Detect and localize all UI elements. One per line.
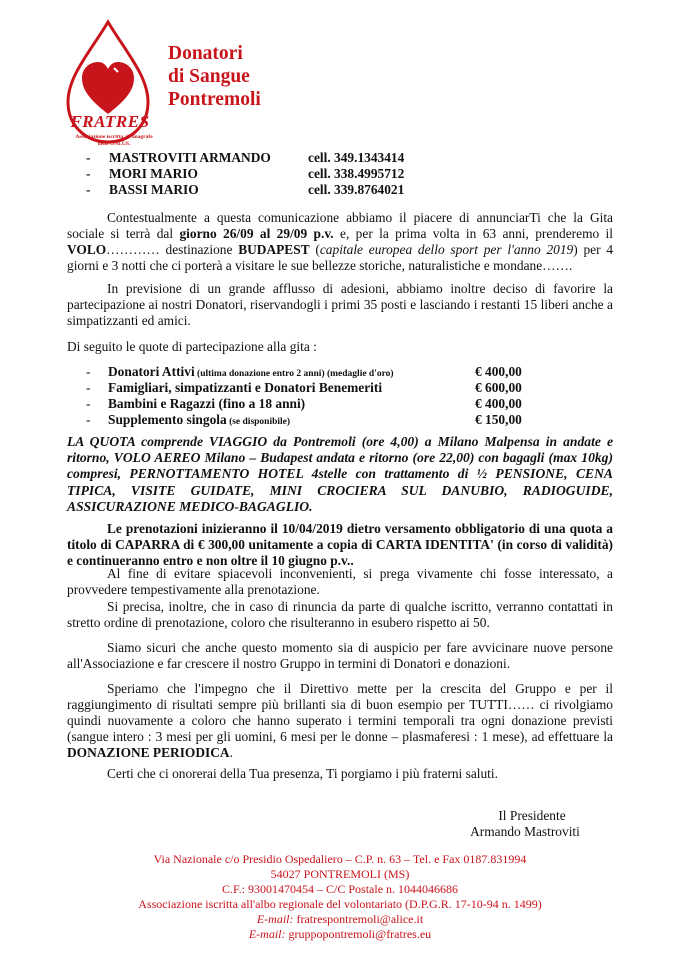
periodic-donation-paragraph bbox=[67, 681, 613, 761]
contact-phone: cell. 349.1343414 bbox=[308, 150, 405, 165]
destination-note: capitale europea dello sport per l'anno 2019 bbox=[319, 242, 574, 257]
quotes-intro: Di seguito le quote di partecipazione alla gita : bbox=[67, 339, 317, 354]
reservation-policy-paragraph: In previsione di un grande afflusso di adesioni, abbiamo inoltre deciso di favorire la partecipazione ai nostri Donatori, riservandogli i primi 35 posti e lasciando i restanti 15 liberi anche a simpatizzanti ed amici. bbox=[67, 281, 613, 328]
association-growth-paragraph: Siamo sicuri che anche questo momento sia di auspicio per fare avvicinare nuove persone all'Associazione e far crescere il nostro Gruppo in termini di Donatori e donazioni. bbox=[67, 640, 613, 671]
price-note: (se disponibile) bbox=[226, 417, 291, 427]
price-value: € 400,00 bbox=[475, 364, 522, 379]
quota-includes-paragraph: LA QUOTA comprende VIAGGIO da Pontremoli (ore 4,00) a Milano Malpensa in andate e ritorno, VOLO AEREO Milano – Budapest andata e ritorno (ore 22,00) con bagagli (max 10kg) compresi, PERNOTTAMENTO HOTEL 4stelle con trattamento di ½ PENSIONE, CENA TIPICA, VISITE GUIDATE, MINI CROCIERA SUL DANUBIO, RADIOGUIDE, ASSICURAZIONE MEDICO-BAGAGLIO. bbox=[67, 434, 613, 514]
fratres-logo bbox=[60, 18, 170, 156]
price-value: € 400,00 bbox=[475, 396, 522, 411]
logo-text: FRATRES bbox=[70, 112, 150, 131]
text-span: ( bbox=[309, 242, 320, 257]
price-label-text: Supplemento singola bbox=[108, 412, 227, 427]
list-dash: - bbox=[86, 166, 91, 181]
price-label bbox=[108, 412, 290, 430]
list-dash: - bbox=[86, 396, 91, 411]
footer-city: 54027 PONTREMOLI (MS) bbox=[270, 867, 410, 881]
org-line-2: di Sangue bbox=[168, 66, 250, 87]
text-span: Speriamo che l'impegno che il Direttivo mette per la crescita del Gruppo e per il raggiungimento di risultati sempre più brillanti sia di buon esempio per TUTTI…… ci rivolgiamo quindi nuovamente a coloro che hanno superato i termini temporali tra ogni donazione previsti (sangue intero : 3 mesi per gli uomini, 6 mesi per le donne – plasmaferesi : 1 mese), ad effettuare la bbox=[67, 681, 613, 744]
contact-name: MASTROVITI ARMANDO bbox=[109, 150, 271, 165]
signature-title: Il Presidente bbox=[498, 808, 566, 823]
list-dash: - bbox=[86, 182, 91, 197]
price-value: € 150,00 bbox=[475, 412, 522, 427]
footer-email-row bbox=[100, 927, 580, 942]
price-value: € 600,00 bbox=[475, 380, 522, 395]
price-label-text: Bambini e Ragazzi (fino a 18 anni) bbox=[108, 396, 306, 411]
contact-phone: cell. 338.4995712 bbox=[308, 166, 405, 181]
footer-tax-code: C.F.: 93001470454 – C/C Postale n. 1044046686 bbox=[221, 882, 459, 896]
text-span: ………… destinazione bbox=[106, 242, 239, 257]
footer bbox=[100, 852, 580, 942]
list-dash: - bbox=[86, 412, 91, 427]
text-span: ) per 4 giorni e 3 notti che ci porterà a visitare le sue bellezze storiche, naturalistiche e mondane……. bbox=[67, 242, 614, 273]
text-span: . bbox=[229, 745, 233, 760]
signature-block bbox=[454, 808, 596, 840]
footer-email-row bbox=[100, 912, 580, 927]
closing-paragraph: Certi che ci onorerai della Tua presenza, Ti porgiamo i più fraterni saluti. bbox=[107, 766, 498, 781]
price-note: (ultima donazione entro 2 anni) (medaglie d'oro) bbox=[194, 369, 394, 379]
logo-subtext: Associazione iscritta all'anagrafe delle ONLUS. bbox=[75, 134, 153, 147]
price-label-text: Donatori Attivi bbox=[108, 364, 195, 379]
price-label-text: Famigliari, simpatizzanti e Donatori Benemeriti bbox=[108, 380, 383, 395]
trip-dates: giorno 26/09 al 29/09 p.v. bbox=[179, 226, 334, 241]
text-span: e, per la prima volta in 63 anni, prenderemo il bbox=[333, 226, 613, 241]
renounce-paragraph: Si precisa, inoltre, che in caso di rinuncia da parte di qualche iscritto, verranno contattati in stretto ordine di prenotazione, coloro che risulteranno in esubero rispetto ai 50. bbox=[67, 599, 613, 630]
organization-name bbox=[168, 42, 261, 111]
list-dash: - bbox=[86, 150, 91, 165]
email-link[interactable]: gruppopontremoli@fratres.eu bbox=[288, 927, 432, 941]
avoid-inconveniences-paragraph: Al fine di evitare spiacevoli inconvenienti, si prega vivamente chi fosse interessato, a provvedere tempestivamente alla prenotazione. bbox=[67, 566, 613, 597]
flight-word: VOLO bbox=[67, 242, 107, 257]
email-label: E-mail: bbox=[248, 927, 286, 941]
org-line-1: Donatori bbox=[168, 43, 243, 64]
contact-phone: cell. 339.8764021 bbox=[308, 182, 405, 197]
org-line-3: Pontremoli bbox=[168, 89, 261, 110]
email-label: E-mail: bbox=[256, 912, 294, 926]
trip-announcement-paragraph bbox=[67, 210, 613, 274]
list-dash: - bbox=[86, 364, 91, 379]
periodic-donation: DONAZIONE PERIODICA bbox=[67, 745, 230, 760]
contact-name: BASSI MARIO bbox=[109, 182, 199, 197]
text-span: Contestualmente a questa comunicazione abbiamo il piacere di annunciarTi che la Gita sociale si terrà dal bbox=[67, 210, 613, 241]
booking-paragraph: Le prenotazioni inizieranno il 10/04/2019 dietro versamento obbligatorio di una quota a titolo di CAPARRA di € 300,00 unitamente a copia di CARTA IDENTITA' (in corso di validità) e continueranno entro e non oltre il 10 giugno p.v.. bbox=[67, 521, 613, 568]
email-link[interactable]: fratrespontremoli@alice.it bbox=[296, 912, 424, 926]
list-dash: - bbox=[86, 380, 91, 395]
contact-name: MORI MARIO bbox=[109, 166, 198, 181]
footer-address: Via Nazionale c/o Presidio Ospedaliero – C.P. n. 63 – Tel. e Fax 0187.831994 bbox=[153, 852, 527, 866]
footer-registration: Associazione iscritta all'albo regionale del volontariato (D.P.G.R. 17-10-94 n. 1499) bbox=[138, 897, 542, 911]
signature-name: Armando Mastroviti bbox=[470, 824, 580, 839]
destination: BUDAPEST bbox=[238, 242, 310, 257]
